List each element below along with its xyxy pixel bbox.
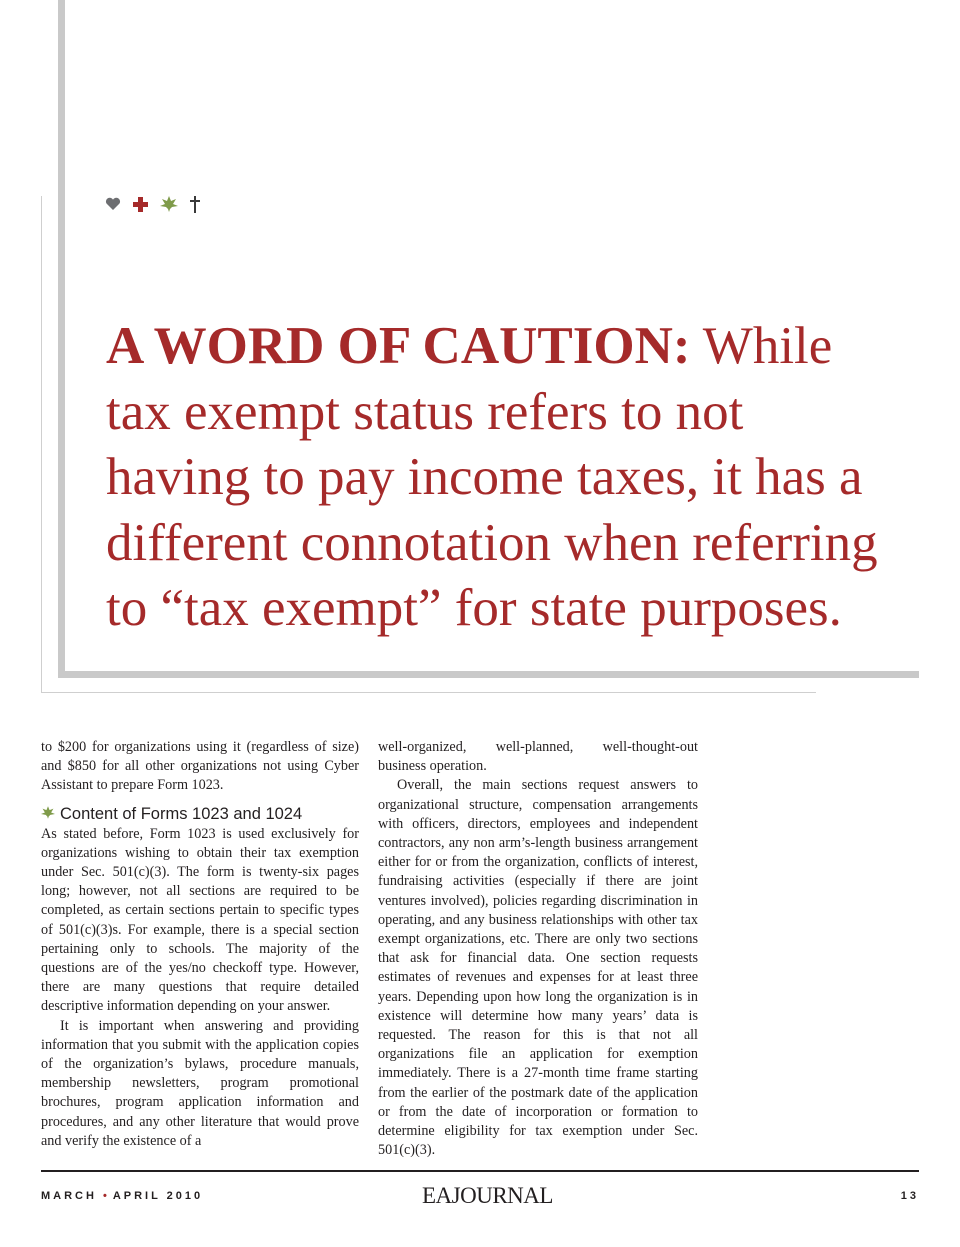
- decorative-icon-row: [105, 194, 200, 214]
- frame-horizontal-outer: [58, 671, 919, 678]
- pull-quote: [106, 314, 896, 642]
- cross-icon: [133, 197, 148, 212]
- footer-rule: [41, 1170, 919, 1172]
- issue-month-end: APRIL 2010: [112, 1190, 204, 1202]
- section-heading-text: Content of Forms 1023 and 1024: [60, 804, 303, 823]
- section-heading: [41, 804, 359, 825]
- issue-separator: •: [102, 1190, 107, 1202]
- paragraph: As stated before, Form 1023 is used exclusively for organizations wishing to obtain their tax exemption under Sec. 501(c)(3). The form is twenty-six pages long; however, not all sections are required to be completed, as certain sections pertain to specific types of 501(c)(3)s. For example, there is a special section pertaining only to schools. The majority of the questions are of the yes/no checkoff type. However, there are many questions that require detailed descriptive information depending on your answer.: [41, 825, 359, 1015]
- paragraph: It is important when answering and providing information that you submit with the application copies of the organization’s bylaws, procedure manuals, membership newsletters, program promotional brochures, program application information and procedures, and any other literature that would prove and verify the existence of a: [41, 1017, 359, 1149]
- leaf-icon: [41, 804, 55, 825]
- leaf-icon: [160, 196, 178, 212]
- pull-quote-lead: A WORD OF CAUTION:: [106, 317, 691, 375]
- right-column: [378, 738, 698, 1160]
- issue-date: [41, 1190, 203, 1202]
- paragraph: to $200 for organizations using it (regardless of size) and $850 for all other organizations not using Cyber Assistant to prepare Form 1023.: [41, 739, 359, 794]
- frame-horizontal-inner: [41, 692, 816, 693]
- journal-logo: EAJOURNAL: [422, 1183, 553, 1208]
- frame-vertical-outer: [58, 0, 65, 678]
- paragraph: well-organized, well-planned, well-thought-out business operation.: [378, 739, 698, 775]
- issue-month-start: MARCH: [41, 1190, 97, 1202]
- paragraph: Overall, the main sections request answers to organizational structure, compensation arrangements with officers, directors, employees and independent contractors, any non arm’s-length business arrangement either for or from the organization, conflicts of interest, fundraising activities (especially if there are joint ventures involved), policies regarding discrimination in operating, and any business relationships with other tax exempt organizations, etc. There are only two sections that ask for financial data. One section requests estimates of revenues and expenses for at least three years. Depending upon how long the organization is in existence will determine how many years’ data is requested. The reason for this is that not all organizations file an application for exemption immediately. There is a 27-month time frame starting from the earlier of the postmark date of the application or from the date of incorporation or formation to determine eligibility for tax exemption under Sec. 501(c)(3).: [378, 777, 698, 1159]
- left-column: [41, 738, 359, 1151]
- frame-vertical-inner: [41, 196, 42, 693]
- dagger-icon: [190, 196, 200, 213]
- page-number: 13: [900, 1190, 919, 1202]
- pull-quote-text: While tax exempt status refers to not having to pay income taxes, it has a different connotation when referring to “tax exempt” for state purposes.: [106, 317, 878, 637]
- heart-icon: [105, 197, 121, 211]
